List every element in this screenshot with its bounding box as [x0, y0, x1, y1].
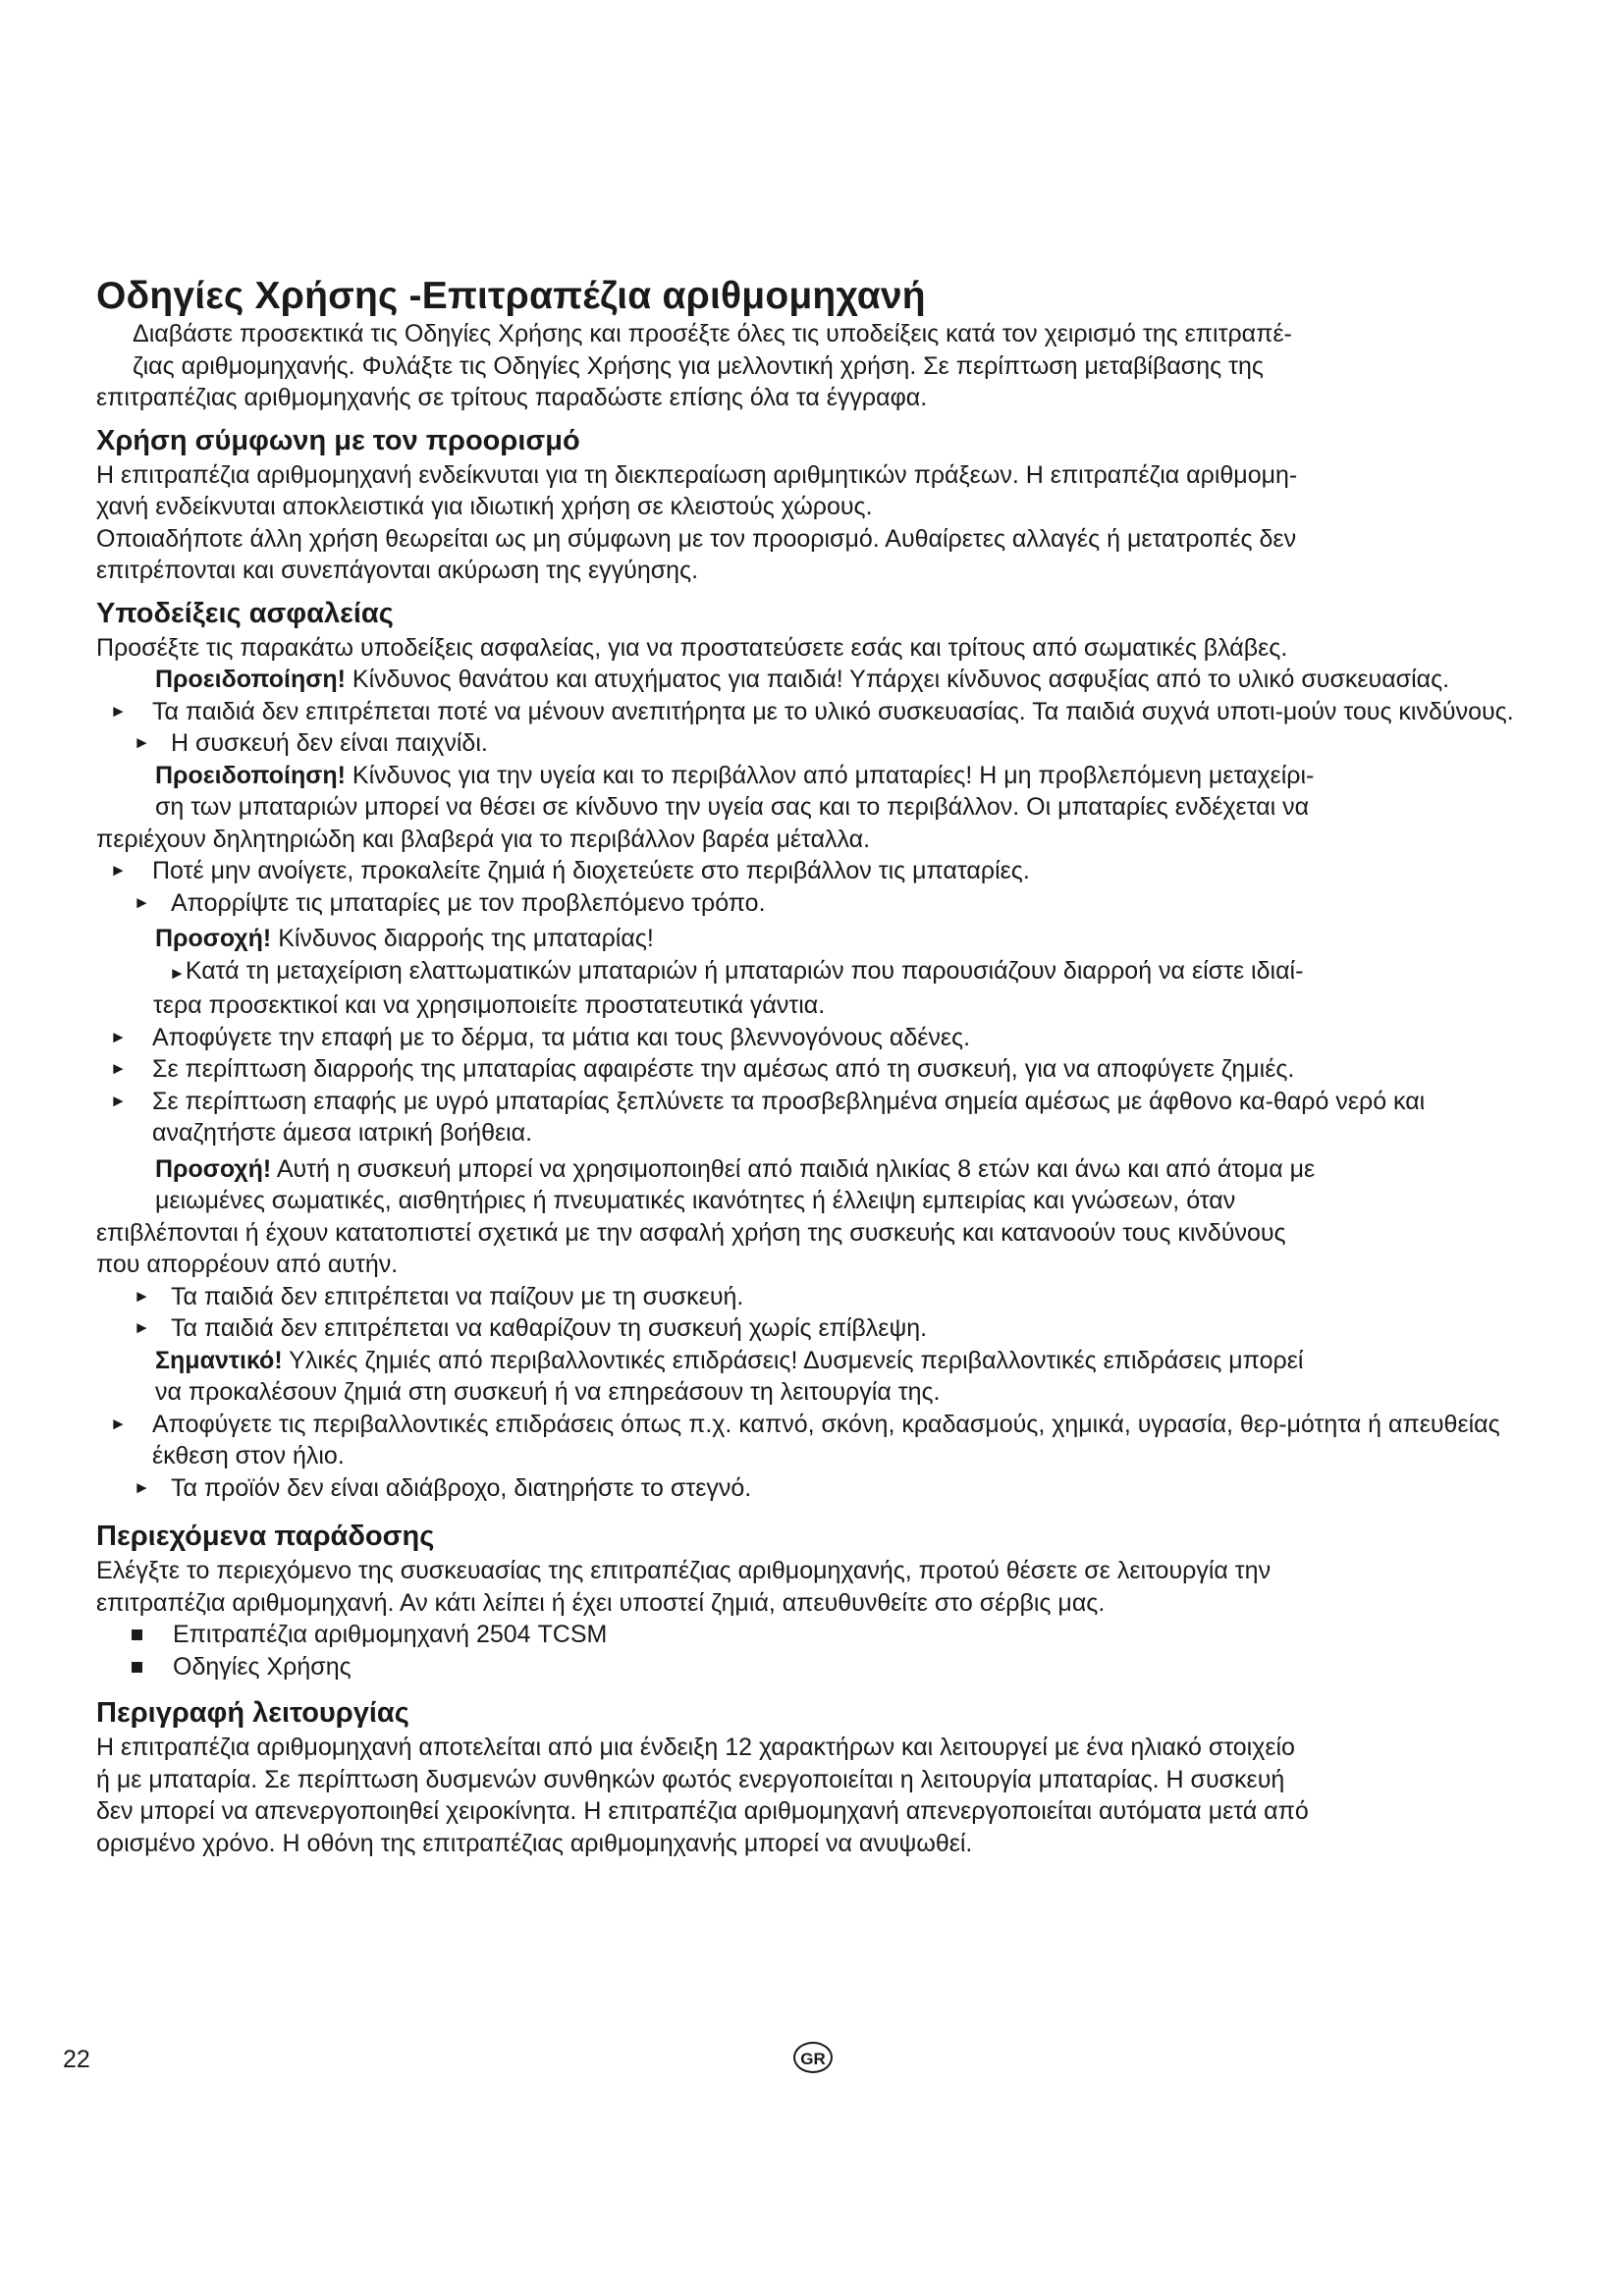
caution-label: Προσοχή!: [155, 925, 272, 952]
function-line: ορισμένο χρόνο. Η οθόνη της επιτραπέζιας αριθμομηχανής μπορεί να ανυψωθεί.: [96, 1829, 973, 1857]
list-item: Επιτραπέζια αριθμομηχανή 2504 TCSM: [96, 1619, 1549, 1651]
function-line: ή με μπαταρία. Σε περίπτωση δυσμενών συνθηκών φωτός ενεργοποιείται η λειτουργία μπαταρίας. Η συσκευή: [96, 1765, 1285, 1793]
list-item: ► Σε περίπτωση διαρροής της μπαταρίας αφαιρέστε την αμέσως από τη συσκευή, για να αποφύγετε ζημιές.: [96, 1053, 1549, 1086]
important-notice: Σημαντικό! Υλικές ζημιές από περιβαλλοντικές επιδράσεις! Δυσμενείς περιβαλλοντικές επιδράσεις μπορεί: [155, 1346, 1304, 1374]
intro-line-3: επιτραπέζιας αριθμομηχανής σε τρίτους παραδώστε επίσης όλα τα έγγραφα.: [96, 384, 928, 411]
intended-use-line: χανή ενδείκνυται αποκλειστικά για ιδιωτική χρήση σε κλειστούς χώρους.: [96, 493, 873, 520]
intro-line-2: ζιας αριθμομηχανής. Φυλάξτε τις Οδηγίες Χρήσης για μελλοντική χρήση. Σε περίπτωση μεταβίβασης της: [133, 351, 1264, 380]
triangle-bullet-icon: ►: [110, 1027, 127, 1046]
warning-batteries-line: περιέχουν δηλητηριώδη και βλαβερά για το περιβάλλον βαρέα μέταλλα.: [96, 825, 871, 853]
list-item: ► Τα παιδιά δεν επιτρέπεται ποτέ να μένουν ανεπιτήρητα με το υλικό συσκευασίας. Τα παιδιά συχνά υποτι-μούν τους κινδύνους.: [96, 696, 1549, 728]
important-label: Σημαντικό!: [155, 1346, 283, 1374]
triangle-bullet-icon: ►: [134, 1477, 150, 1497]
warning-label: Προειδοποίηση!: [155, 666, 346, 693]
list-item: ► Τα παιδιά δεν επιτρέπεται να παίζουν με τη συσκευή.: [96, 1281, 1549, 1313]
list-item: ►Κατά τη μεταχείριση ελαττωματικών μπαταριών ή μπαταριών που παρουσιάζουν διαρροή να είστε ιδιαί-: [169, 956, 1304, 985]
caution-leakage: Προσοχή! Κίνδυνος διαρροής της μπαταρίας!: [155, 925, 654, 952]
intro-line-1: Διαβάστε προσεκτικά τις Οδηγίες Χρήσης και προσέξτε όλες τις υποδείξεις κατά τον χειρισμό της επιτραπέ-: [133, 320, 1292, 347]
page-title: Οδηγίες Χρήσης -Επιτραπέζια αριθμομηχανή: [96, 275, 926, 317]
warning-label: Προειδοποίηση!: [155, 761, 346, 789]
list-item: ► Αποφύγετε την επαφή με το δέρμα, τα μάτια και τους βλεννογόνους αδένες.: [96, 1022, 1549, 1054]
triangle-bullet-icon: ►: [134, 1286, 150, 1306]
caution-label: Προσοχή!: [155, 1154, 272, 1183]
list-item: ► Σε περίπτωση επαφής με υγρό μπαταρίας ξεπλύνετε τα προσβεβλημένα σημεία αμέσως με άφθονο κα-θαρό νερό και αναζητήστε άμεσα ιατρική βοήθεια.: [110, 1087, 1426, 1147]
triangle-bullet-icon: ►: [110, 861, 127, 880]
section-heading-safety: Υποδείξεις ασφαλείας: [96, 597, 394, 629]
list-item-cont: τερα προσεκτικοί και να χρησιμοποιείτε προστατευτικά γάντια.: [153, 991, 826, 1019]
list-item: Οδηγίες Χρήσης: [96, 1651, 1549, 1683]
warning-text: Κίνδυνος θανάτου και ατυχήματος για παιδιά! Υπάρχει κίνδυνος ασφυξίας από το υλικό συσκευασίας.: [345, 666, 1450, 693]
section-heading-contents: Περιεχόμενα παράδοσης: [96, 1521, 435, 1552]
manual-page: [96, 275, 1549, 1859]
triangle-bullet-icon: ►: [134, 892, 150, 912]
list-item: ► Αποφύγετε τις περιβαλλοντικές επιδράσεις όπως π.χ. καπνό, σκόνη, κραδασμούς, χημικά, υγρασία, θερ-μότητα ή απευθείας έκθεση στον ήλιο.: [110, 1410, 1500, 1469]
function-line: δεν μπορεί να απενεργοποιηθεί χειροκίνητα. Η επιτραπέζια αριθμομηχανή απενεργοποιείται αυτόματα μετά από: [96, 1797, 1309, 1825]
warning-batteries: Προειδοποίηση! Κίνδυνος για την υγεία και το περιβάλλον από μπαταρίες! Η μη προβλεπόμενη μεταχείρι-: [155, 761, 1315, 789]
intended-use-line: επιτρέπονται και συνεπάγονται ακύρωση της εγγύησης.: [96, 557, 699, 584]
list-item: ► Η συσκευή δεν είναι παιχνίδι.: [96, 727, 1549, 760]
square-bullet-icon: [132, 1662, 142, 1673]
triangle-bullet-icon: ►: [110, 701, 127, 721]
caution-age-line: επιβλέπονται ή έχουν κατατοπιστεί σχετικά με την ασφαλή χρήση της συσκευής και κατανοούν τους κινδύνους: [96, 1218, 1286, 1247]
function-line: Η επιτραπέζια αριθμομηχανή αποτελείται από μια ένδειξη 12 χαρακτήρων και λειτουργεί με ένα ηλιακό στοιχείο: [96, 1734, 1295, 1761]
intended-use-line: Η επιτραπέζια αριθμομηχανή ενδείκνυται για τη διεκπεραίωση αριθμητικών πράξεων. Η επιτραπέζια αριθμομη-: [96, 460, 1298, 489]
country-badge: GR: [793, 2042, 833, 2073]
triangle-bullet-icon: ►: [134, 733, 150, 752]
triangle-bullet-icon: ►: [134, 1318, 150, 1337]
page-number: 22: [63, 2046, 90, 2073]
square-bullet-icon: [132, 1629, 142, 1640]
list-item: ► Τα προϊόν δεν είναι αδιάβροχο, διατηρήστε το στεγνό.: [96, 1472, 1549, 1505]
caution-age-line: που απορρέουν από αυτήν.: [96, 1251, 399, 1278]
warning-children: [96, 664, 1549, 696]
warning-batteries-line: ση των μπαταριών μπορεί να θέσει σε κίνδυνο την υγεία σας και το περιβάλλον. Οι μπαταρίες ενδέχεται να: [155, 793, 1310, 821]
triangle-bullet-icon: ►: [110, 1059, 127, 1078]
intended-use-line: Οποιαδήποτε άλλη χρήση θεωρείται ως μη σύμφωνη με τον προορισμό. Αυθαίρετες αλλαγές ή μετατροπές δεν: [96, 524, 1297, 553]
list-item: ► Τα παιδιά δεν επιτρέπεται να καθαρίζουν τη συσκευή χωρίς επίβλεψη.: [96, 1312, 1549, 1345]
contents-line: επιτραπέζια αριθμομηχανή. Αν κάτι λείπει ή έχει υποστεί ζημιά, απευθυνθείτε στο σέρβις μας.: [96, 1588, 1106, 1617]
caution-age: Προσοχή! Αυτή η συσκευή μπορεί να χρησιμοποιηθεί από παιδιά ηλικίας 8 ετών και άνω και από άτομα με: [155, 1154, 1316, 1183]
triangle-bullet-icon: ►: [169, 963, 186, 983]
important-notice-line: να προκαλέσουν ζημιά στη συσκευή ή να επηρεάσουν τη λειτουργία της.: [155, 1378, 941, 1406]
section-heading-intended-use: Χρήση σύμφωνη με τον προορισμό: [96, 424, 580, 456]
list-item: ► Ποτέ μην ανοίγετε, προκαλείτε ζημιά ή διοχετεύετε στο περιβάλλον τις μπαταρίες.: [96, 855, 1549, 887]
list-item: ► Απορρίψτε τις μπαταρίες με τον προβλεπόμενο τρόπο.: [96, 887, 1549, 920]
triangle-bullet-icon: ►: [110, 1414, 127, 1433]
triangle-bullet-icon: ►: [110, 1091, 127, 1110]
contents-line: Ελέγξτε το περιεχόμενο της συσκευασίας της επιτραπέζιας αριθμομηχανής, προτού θέσετε σε λειτουργία την: [96, 1557, 1272, 1584]
section-heading-function: Περιγραφή λειτουργίας: [96, 1697, 409, 1729]
caution-age-line: μειωμένες σωματικές, αισθητήριες ή πνευματικές ικανότητες ή έλλειψη εμπειρίας και γνώσεων, όταν: [155, 1187, 1236, 1214]
safety-intro: Προσέξτε τις παρακάτω υποδείξεις ασφαλείας, για να προστατεύσετε εσάς και τρίτους από σωματικές βλάβες.: [96, 633, 1288, 662]
